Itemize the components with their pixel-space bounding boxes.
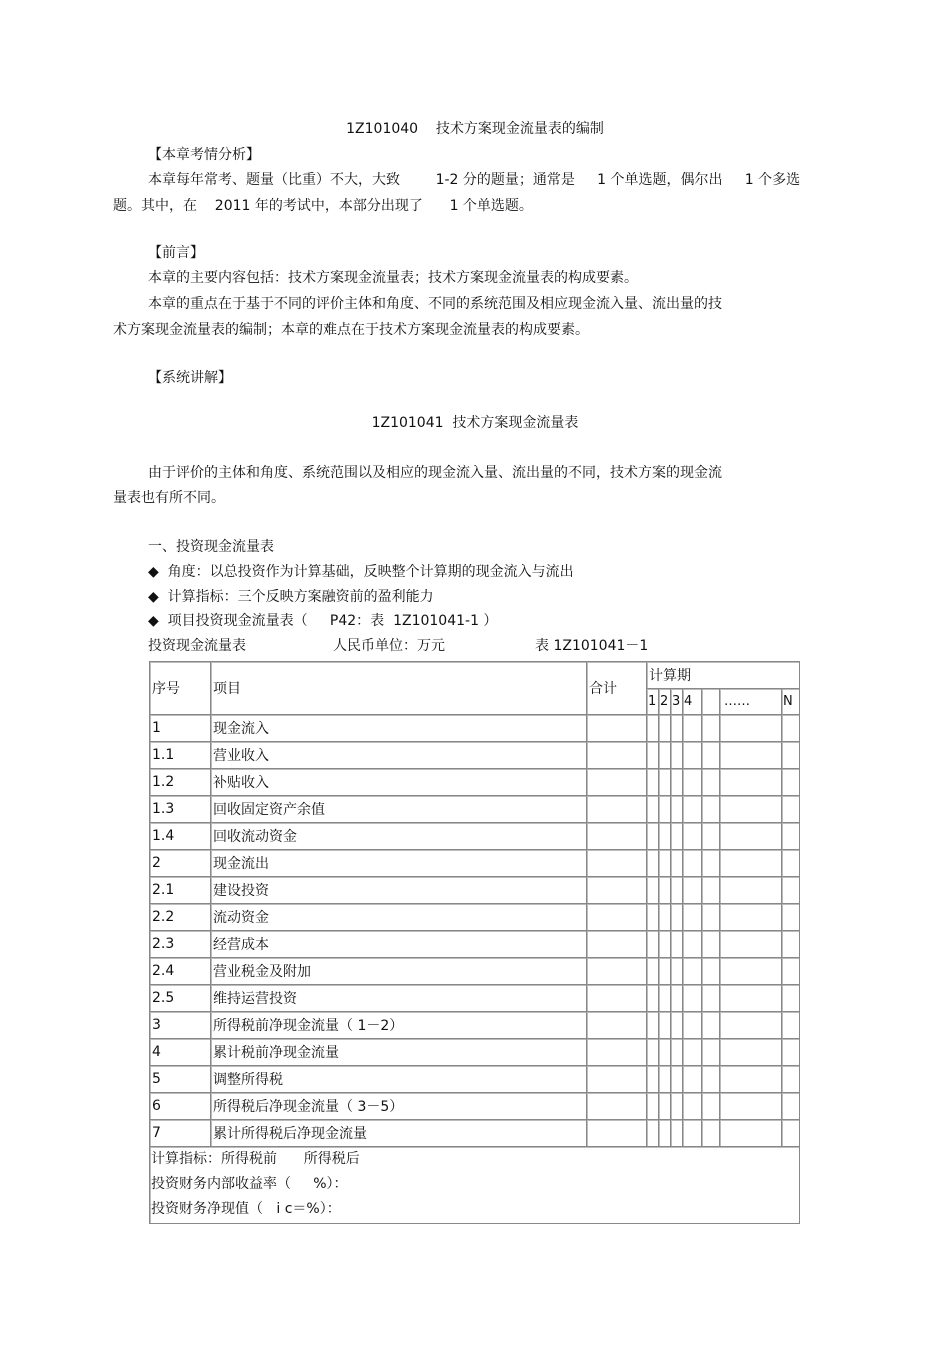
period-value-cell <box>720 877 782 904</box>
row-item: 回收流动资金 <box>211 823 587 850</box>
row-number: 1.2 <box>150 769 211 796</box>
period-value-cell <box>671 742 683 769</box>
period-value-cell <box>782 850 800 877</box>
total-cell <box>587 985 647 1012</box>
period-value-cell <box>659 1012 671 1039</box>
period-value-cell <box>683 1039 702 1066</box>
period-value-cell <box>659 904 671 931</box>
period-value-cell <box>720 1093 782 1120</box>
period-value-cell <box>683 931 702 958</box>
row-number: 3 <box>150 1012 211 1039</box>
period-value-cell <box>782 931 800 958</box>
period-value-cell <box>720 931 782 958</box>
period-value-cell <box>720 1066 782 1093</box>
period-value-cell <box>782 1066 800 1093</box>
period-value-cell <box>671 796 683 823</box>
period-value-cell <box>671 823 683 850</box>
header-period: 计算期 <box>647 662 800 689</box>
period-value-cell <box>720 742 782 769</box>
row-number: 7 <box>150 1120 211 1147</box>
period-value-cell <box>782 823 800 850</box>
period-value-cell <box>671 985 683 1012</box>
period-value-cell <box>647 1066 659 1093</box>
period-value-cell <box>671 715 683 742</box>
row-item: 补贴收入 <box>211 769 587 796</box>
period-value-cell <box>683 850 702 877</box>
table-footer <box>150 1147 800 1224</box>
period-value-cell <box>702 796 720 823</box>
row-number: 5 <box>150 1066 211 1093</box>
page-title: 1Z101040 技术方案现金流量表的编制 <box>346 121 604 137</box>
cash-flow-table <box>149 661 800 1224</box>
row-item: 累计所得税后净现金流量 <box>211 1120 587 1147</box>
row-number: 1.3 <box>150 796 211 823</box>
period-value-cell <box>659 931 671 958</box>
period-value-cell <box>782 715 800 742</box>
period-value-cell <box>782 1093 800 1120</box>
table-row <box>150 958 800 985</box>
section-title: 1Z101041 技术方案现金流量表 <box>371 415 579 431</box>
period-value-cell <box>720 823 782 850</box>
period-value-cell <box>782 769 800 796</box>
row-number: 2.5 <box>150 985 211 1012</box>
period-cell: 4 <box>683 688 702 715</box>
period-value-cell <box>702 1012 720 1039</box>
period-value-cell <box>647 1012 659 1039</box>
period-value-cell <box>702 931 720 958</box>
period-value-cell <box>702 1093 720 1120</box>
table-caption-code: 表 1Z101041－1 <box>535 638 649 654</box>
table-row <box>150 742 800 769</box>
period-value-cell <box>671 1012 683 1039</box>
period-value-cell <box>683 1012 702 1039</box>
period-value-cell <box>647 1039 659 1066</box>
period-cell: 3 <box>671 688 683 715</box>
period-value-cell <box>720 796 782 823</box>
period-value-cell <box>647 1120 659 1147</box>
bullet-item: ◆ 角度：以总投资作为计算基础，反映整个计算期的现金流入与流出 <box>148 564 574 580</box>
period-value-cell <box>782 958 800 985</box>
period-value-cell <box>659 742 671 769</box>
period-value-cell <box>659 985 671 1012</box>
row-number: 4 <box>150 1039 211 1066</box>
row-item: 建设投资 <box>211 877 587 904</box>
period-value-cell <box>647 742 659 769</box>
period-value-cell <box>647 850 659 877</box>
row-item: 回收固定资产余值 <box>211 796 587 823</box>
period-value-cell <box>782 796 800 823</box>
total-cell <box>587 904 647 931</box>
period-value-cell <box>683 796 702 823</box>
period-value-cell <box>647 1093 659 1120</box>
row-item: 累计税前净现金流量 <box>211 1039 587 1066</box>
table-row <box>150 985 800 1012</box>
period-cell: …… <box>720 688 782 715</box>
table-row <box>150 796 800 823</box>
period-cell <box>702 688 720 715</box>
total-cell <box>587 715 647 742</box>
period-cell: N <box>782 688 800 715</box>
period-value-cell <box>671 904 683 931</box>
period-value-cell <box>782 1039 800 1066</box>
period-value-cell <box>683 904 702 931</box>
row-item: 维持运营投资 <box>211 985 587 1012</box>
footer-line: 投资财务净现值（ i c＝%）： <box>151 1201 341 1217</box>
row-number: 2.3 <box>150 931 211 958</box>
period-value-cell <box>782 1120 800 1147</box>
row-item: 所得税前净现金流量（ 1－2） <box>211 1012 587 1039</box>
header-total: 合计 <box>587 662 647 715</box>
period-value-cell <box>702 769 720 796</box>
bullet-item: ◆ 项目投资现金流量表（ P42：表 1Z101041-1 ） <box>148 613 498 629</box>
row-item: 现金流入 <box>211 715 587 742</box>
row-number: 6 <box>150 1093 211 1120</box>
total-cell <box>587 931 647 958</box>
period-value-cell <box>782 742 800 769</box>
period-value-cell <box>702 1120 720 1147</box>
preface-line-2: 本章的重点在于基于不同的评价主体和角度、不同的系统范围及相应现金流入量、流出量的技 <box>148 296 722 312</box>
period-value-cell <box>647 904 659 931</box>
period-value-cell <box>782 877 800 904</box>
period-value-cell <box>720 1120 782 1147</box>
table-header-row <box>150 662 800 689</box>
table-row <box>150 904 800 931</box>
table-row <box>150 850 800 877</box>
period-value-cell <box>659 1039 671 1066</box>
table-caption-name: 投资现金流量表 <box>148 638 246 654</box>
period-cell: 2 <box>659 688 671 715</box>
analysis-paragraph-line-2: 题。其中，在 2011 年的考试中，本部分出现了 1 个单选题。 <box>113 198 533 214</box>
period-value-cell <box>671 1120 683 1147</box>
period-value-cell <box>647 769 659 796</box>
period-value-cell <box>659 796 671 823</box>
period-value-cell <box>647 823 659 850</box>
period-value-cell <box>683 985 702 1012</box>
period-value-cell <box>720 904 782 931</box>
period-value-cell <box>702 1066 720 1093</box>
total-cell <box>587 1066 647 1093</box>
total-cell <box>587 823 647 850</box>
period-value-cell <box>659 1093 671 1120</box>
period-value-cell <box>720 958 782 985</box>
period-value-cell <box>659 715 671 742</box>
total-cell <box>587 877 647 904</box>
row-item: 流动资金 <box>211 904 587 931</box>
table-row <box>150 769 800 796</box>
period-value-cell <box>647 877 659 904</box>
period-value-cell <box>671 1066 683 1093</box>
total-cell <box>587 1039 647 1066</box>
row-number: 1.1 <box>150 742 211 769</box>
footer-line: 投资财务内部收益率（ %）： <box>151 1176 348 1192</box>
table-row <box>150 877 800 904</box>
system-heading: 【系统讲解】 <box>148 370 232 386</box>
table-footer-row <box>150 1147 800 1224</box>
period-value-cell <box>647 715 659 742</box>
preface-heading: 【前言】 <box>148 245 204 261</box>
row-item: 调整所得税 <box>211 1066 587 1093</box>
period-value-cell <box>702 985 720 1012</box>
period-value-cell <box>720 769 782 796</box>
period-value-cell <box>702 715 720 742</box>
row-item: 现金流出 <box>211 850 587 877</box>
period-value-cell <box>659 1066 671 1093</box>
total-cell <box>587 769 647 796</box>
period-value-cell <box>702 850 720 877</box>
period-value-cell <box>671 1093 683 1120</box>
period-value-cell <box>720 1039 782 1066</box>
period-value-cell <box>782 985 800 1012</box>
period-value-cell <box>671 931 683 958</box>
row-number: 1 <box>150 715 211 742</box>
table-row <box>150 823 800 850</box>
period-value-cell <box>702 958 720 985</box>
row-number: 1.4 <box>150 823 211 850</box>
intro-line-2: 量表也有所不同。 <box>113 490 225 506</box>
period-value-cell <box>702 823 720 850</box>
period-value-cell <box>683 715 702 742</box>
period-value-cell <box>671 1039 683 1066</box>
period-value-cell <box>683 769 702 796</box>
total-cell <box>587 1120 647 1147</box>
total-cell <box>587 1093 647 1120</box>
preface-line-3: 术方案现金流量表的编制；本章的难点在于技术方案现金流量表的构成要素。 <box>113 322 589 338</box>
period-value-cell <box>702 877 720 904</box>
table-caption-unit: 人民币单位：万元 <box>333 638 445 654</box>
total-cell <box>587 850 647 877</box>
period-value-cell <box>659 1120 671 1147</box>
period-value-cell <box>647 796 659 823</box>
period-value-cell <box>671 958 683 985</box>
table-row <box>150 1066 800 1093</box>
row-item: 营业收入 <box>211 742 587 769</box>
period-value-cell <box>671 877 683 904</box>
period-value-cell <box>683 1093 702 1120</box>
period-value-cell <box>720 1012 782 1039</box>
total-cell <box>587 742 647 769</box>
period-value-cell <box>647 958 659 985</box>
period-value-cell <box>659 769 671 796</box>
table-row <box>150 1093 800 1120</box>
period-value-cell <box>683 1066 702 1093</box>
period-value-cell <box>782 1012 800 1039</box>
header-item: 项目 <box>211 662 587 715</box>
period-value-cell <box>720 985 782 1012</box>
row-number: 2.1 <box>150 877 211 904</box>
header-no: 序号 <box>150 662 211 715</box>
period-value-cell <box>720 715 782 742</box>
period-value-cell <box>702 742 720 769</box>
period-value-cell <box>720 850 782 877</box>
period-value-cell <box>659 823 671 850</box>
row-item: 经营成本 <box>211 931 587 958</box>
period-value-cell <box>683 742 702 769</box>
period-value-cell <box>671 769 683 796</box>
table-row <box>150 1012 800 1039</box>
period-value-cell <box>683 958 702 985</box>
period-value-cell <box>782 904 800 931</box>
row-item: 所得税后净现金流量（ 3－5） <box>211 1093 587 1120</box>
row-number: 2.4 <box>150 958 211 985</box>
total-cell <box>587 1012 647 1039</box>
period-value-cell <box>647 985 659 1012</box>
row-number: 2 <box>150 850 211 877</box>
period-value-cell <box>683 1120 702 1147</box>
sub-heading: 一、投资现金流量表 <box>148 539 274 555</box>
period-value-cell <box>702 904 720 931</box>
period-value-cell <box>702 1039 720 1066</box>
row-number: 2.2 <box>150 904 211 931</box>
footer-line: 计算指标：所得税前 所得税后 <box>151 1151 360 1167</box>
period-value-cell <box>683 823 702 850</box>
period-value-cell <box>683 877 702 904</box>
period-value-cell <box>659 877 671 904</box>
preface-line-1: 本章的主要内容包括：技术方案现金流量表；技术方案现金流量表的构成要素。 <box>148 270 638 286</box>
table-row <box>150 715 800 742</box>
analysis-heading: 【本章考情分析】 <box>148 147 260 163</box>
row-item: 营业税金及附加 <box>211 958 587 985</box>
total-cell <box>587 958 647 985</box>
period-value-cell <box>659 850 671 877</box>
total-cell <box>587 796 647 823</box>
period-value-cell <box>671 850 683 877</box>
bullet-item: ◆ 计算指标：三个反映方案融资前的盈利能力 <box>148 589 434 605</box>
analysis-paragraph-line-1: 本章每年常考、题量（比重）不大，大致 1-2 分的题量；通常是 1 个单选题，偶尔出 1 个多选 <box>148 172 801 188</box>
table-row <box>150 931 800 958</box>
period-value-cell <box>659 958 671 985</box>
period-value-cell <box>647 931 659 958</box>
table-row <box>150 1120 800 1147</box>
table-row <box>150 1039 800 1066</box>
period-cell: 1 <box>647 688 659 715</box>
intro-line-1: 由于评价的主体和角度、系统范围以及相应的现金流入量、流出量的不同，技术方案的现金流 <box>148 465 722 481</box>
